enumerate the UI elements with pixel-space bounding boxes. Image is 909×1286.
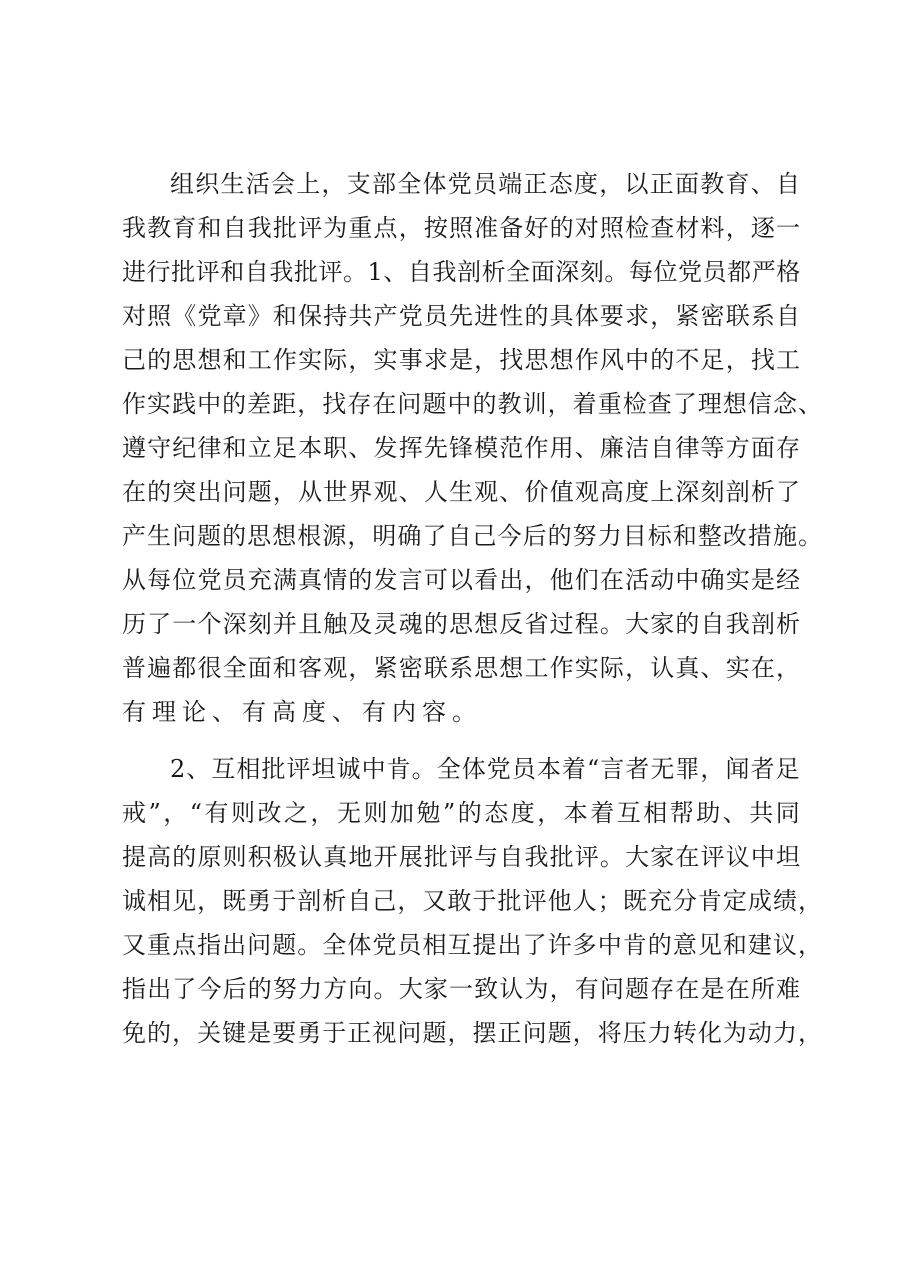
- paragraph-1-line-10: 从每位党员充满真情的发言可以看出，他们在活动中确实是经: [122, 566, 802, 594]
- paragraph-2-line-5: 又重点指出问题。全体党员相互提出了许多中肯的意见和建议，: [122, 931, 824, 959]
- paragraph-2-line-1: 2、互相批评坦诚中肯。全体党员本着“言者无罪，闻者足: [170, 755, 801, 783]
- paragraph-2-line-4: 诚相见，既勇于剖析自己，又敢于批评他人；既充分肯定成绩，: [122, 887, 824, 915]
- paragraph-1-line-8: 在的突出问题，从世界观、人生观、价值观高度上深刻剖析了: [122, 478, 802, 506]
- paragraph-1-line-13: 有理论、有高度、有内容。: [122, 698, 482, 726]
- paragraph-1-line-4: 对照《党章》和保持共产党员先进性的具体要求，紧密联系自: [122, 302, 802, 330]
- paragraph-1-line-11: 历了一个深刻并且触及灵魂的思想反省过程。大家的自我剖析: [122, 610, 802, 638]
- paragraph-2-line-6: 指出了今后的努力方向。大家一致认为，有问题存在是在所难: [122, 975, 802, 1003]
- paragraph-2-line-7: 免的，关键是要勇于正视问题，摆正问题，将压力转化为动力，: [122, 1019, 824, 1047]
- paragraph-1-line-5: 己的思想和工作实际，实事求是，找思想作风中的不足，找工: [122, 346, 802, 374]
- paragraph-1-line-3: 进行批评和自我批评。1、自我剖析全面深刻。每位党员都严格: [122, 258, 801, 286]
- paragraph-1-line-1: 组织生活会上，支部全体党员端正态度，以正面教育、自: [170, 170, 802, 198]
- paragraph-1-line-2: 我教育和自我批评为重点，按照准备好的对照检查材料，逐一: [122, 214, 802, 242]
- paragraph-1-line-6: 作实践中的差距，找存在问题中的教训，着重检查了理想信念、: [122, 390, 824, 418]
- paragraph-1-line-7: 遵守纪律和立足本职、发挥先锋模范作用、廉洁自律等方面存: [122, 434, 802, 462]
- paragraph-2-line-3: 提高的原则积极认真地开展批评与自我批评。大家在评议中坦: [122, 843, 802, 871]
- paragraph-1-line-12: 普遍都很全面和客观，紧密联系思想工作实际，认真、实在，: [122, 654, 802, 682]
- paragraph-2-line-2: 戒”，“有则改之，无则加勉”的态度，本着互相帮助、共同: [122, 799, 803, 827]
- paragraph-1-line-9: 产生问题的思想根源，明确了自己今后的努力目标和整改措施。: [122, 522, 824, 550]
